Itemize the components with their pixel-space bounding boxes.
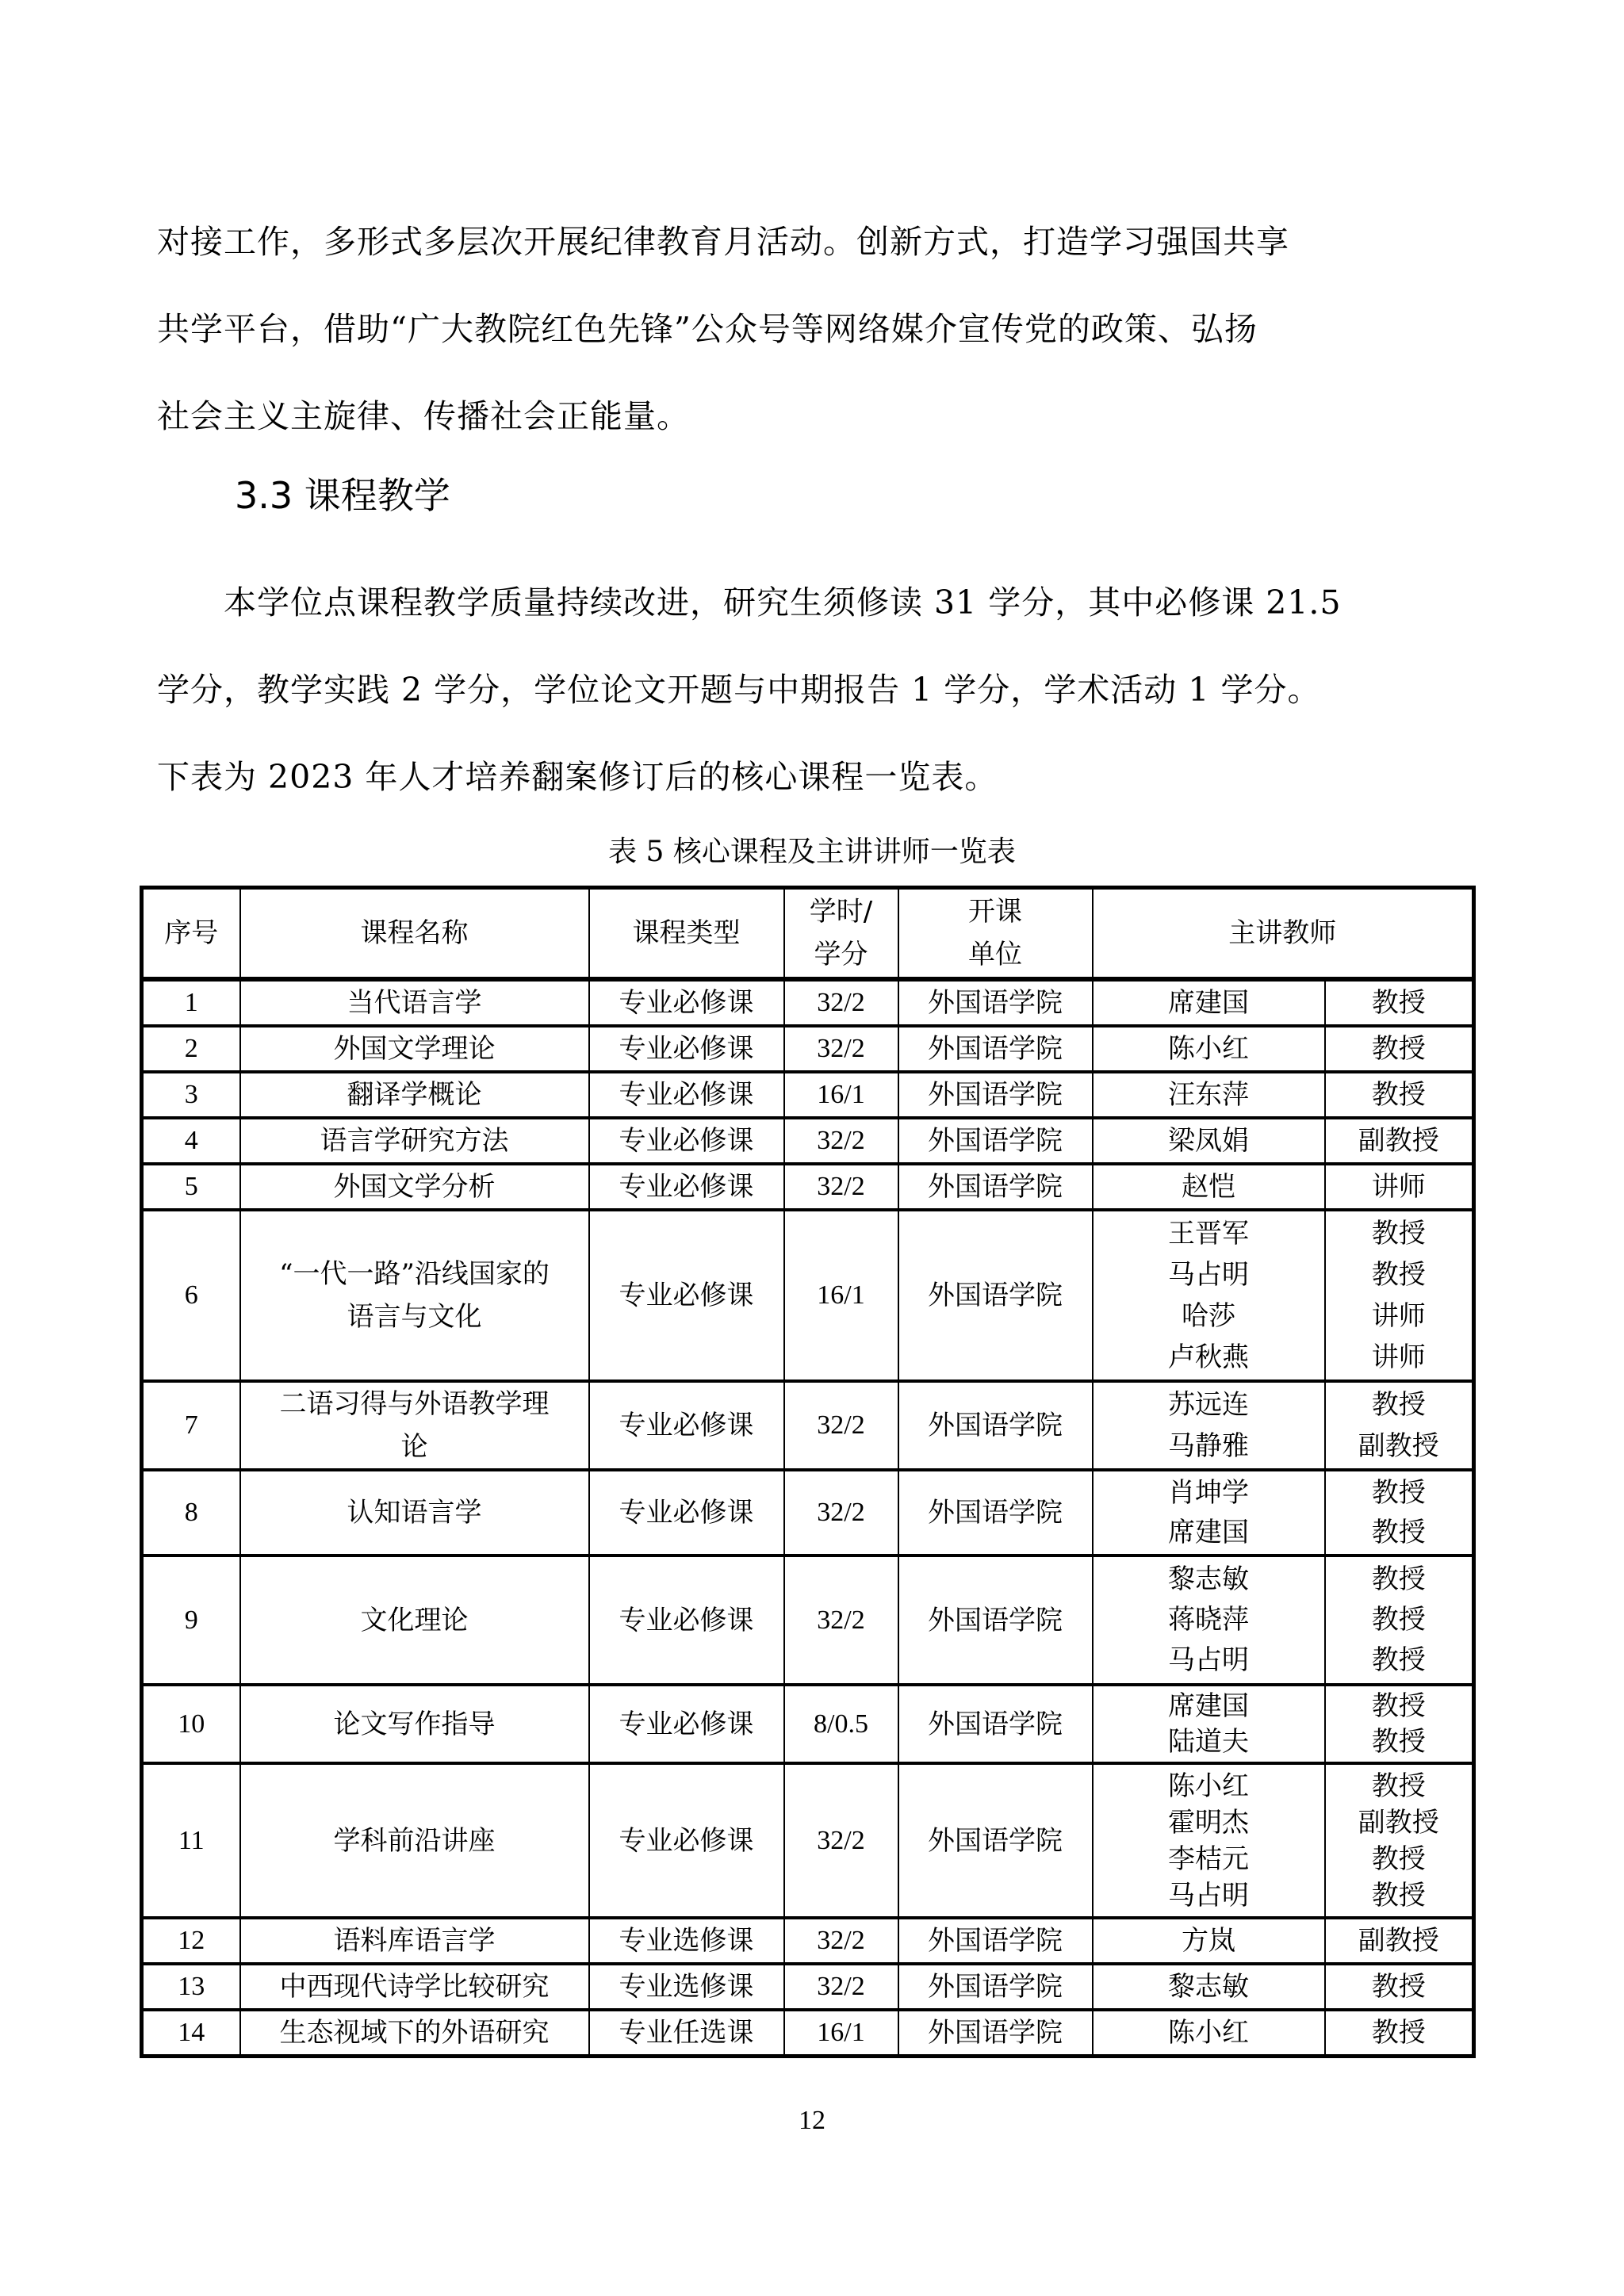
cell-course-name-line: 语言学研究方法 <box>320 1125 509 1157</box>
cell-course-name <box>240 2010 589 2057</box>
cell-title-line: 教授 <box>1371 1604 1426 1636</box>
cell-course-name <box>240 1470 589 1556</box>
cell-title-line: 副教授 <box>1358 1925 1439 1957</box>
cell-teacher <box>1093 1964 1325 2010</box>
cell-index: 7 <box>142 1381 240 1470</box>
cell-course-type: 专业必修课 <box>589 979 784 1026</box>
cell-course-name-line: 语言与文化 <box>347 1301 482 1333</box>
cell-course-type: 专业必修课 <box>589 1685 784 1763</box>
cell-teacher-line: 黎志敏 <box>1168 1563 1249 1595</box>
cell-teacher-line: 苏远连 <box>1168 1389 1249 1421</box>
table-row <box>142 1026 1474 1072</box>
cell-unit: 外国语学院 <box>898 1072 1093 1118</box>
cell-hours-credits: 16/1 <box>784 1072 898 1118</box>
cell-unit: 外国语学院 <box>898 1763 1093 1918</box>
cell-title-line: 教授 <box>1371 1971 1426 2003</box>
cell-title-line: 讲师 <box>1371 1171 1426 1203</box>
table-row <box>142 1556 1474 1685</box>
cell-hours-credits: 32/2 <box>784 1556 898 1685</box>
cell-title-line: 教授 <box>1371 1079 1426 1111</box>
cell-teacher <box>1093 1026 1325 1072</box>
cell-teacher <box>1093 1118 1325 1164</box>
cell-index: 11 <box>142 1763 240 1918</box>
cell-title-line: 教授 <box>1371 1477 1426 1509</box>
cell-course-type: 专业任选课 <box>589 2010 784 2057</box>
cell-hours-credits: 16/1 <box>784 2010 898 2057</box>
table-row <box>142 1685 1474 1763</box>
cell-course-type: 专业选修课 <box>589 1964 784 2010</box>
cell-course-type: 专业必修课 <box>589 1164 784 1210</box>
cell-course-name-line: 论 <box>400 1431 428 1463</box>
cell-title <box>1325 979 1474 1026</box>
cell-course-name <box>240 1381 589 1470</box>
cell-index: 12 <box>142 1918 240 1964</box>
cell-course-name-line: 学科前沿讲座 <box>333 1824 496 1857</box>
paragraph-line: 社会主义主旋律、传播社会正能量。 <box>157 397 690 435</box>
cell-teacher-line: 席建国 <box>1168 1517 1249 1548</box>
paragraph-line: 对接工作，多形式多层次开展纪律教育月活动。创新方式，打造学习强国共享 <box>157 223 1289 261</box>
cell-course-name-line: 外国文学理论 <box>333 1033 496 1065</box>
cell-teacher-line: 蒋晓萍 <box>1168 1604 1249 1636</box>
cell-unit: 外国语学院 <box>898 1964 1093 2010</box>
cell-title <box>1325 1381 1474 1470</box>
cell-title-line: 讲师 <box>1371 1341 1426 1373</box>
cell-course-type: 专业必修课 <box>589 1026 784 1072</box>
header-unit-line2: 单位 <box>968 939 1022 970</box>
cell-title-line: 教授 <box>1371 1389 1426 1421</box>
cell-course-name <box>240 1964 589 2010</box>
cell-teacher <box>1093 1210 1325 1381</box>
cell-course-type: 专业选修课 <box>589 1918 784 1964</box>
cell-hours-credits: 32/2 <box>784 1763 898 1918</box>
cell-teacher-line: 哈莎 <box>1182 1300 1235 1332</box>
table-row <box>142 1918 1474 1964</box>
cell-title-line: 教授 <box>1371 2017 1426 2049</box>
cell-title <box>1325 1470 1474 1556</box>
cell-teacher-line: 赵恺 <box>1182 1171 1235 1203</box>
table-caption: 表 5 核心课程及主讲讲师一览表 <box>608 836 1016 868</box>
cell-course-name <box>240 1026 589 1072</box>
cell-hours-credits: 16/1 <box>784 1210 898 1381</box>
cell-teacher-line: 汪东萍 <box>1168 1079 1249 1111</box>
cell-teacher-line: 陈小红 <box>1168 1033 1249 1065</box>
cell-unit: 外国语学院 <box>898 1918 1093 1964</box>
cell-course-name <box>240 1210 589 1381</box>
cell-course-name-line: 中西现代诗学比较研究 <box>279 1971 550 2003</box>
cell-hours-credits: 32/2 <box>784 1026 898 1072</box>
cell-course-type: 专业必修课 <box>589 1556 784 1685</box>
cell-title <box>1325 1763 1474 1918</box>
cell-index: 13 <box>142 1964 240 2010</box>
cell-course-name-line: 生态视域下的外语研究 <box>279 2017 550 2049</box>
cell-course-name-line: 二语习得与外语教学理 <box>279 1388 550 1420</box>
table-body <box>142 979 1474 2057</box>
cell-course-name <box>240 1556 589 1685</box>
header-course-name: 课程名称 <box>240 888 589 980</box>
cell-title-line: 教授 <box>1371 1517 1426 1548</box>
cell-course-type: 专业必修课 <box>589 1072 784 1118</box>
cell-teacher-line: 梁凤娟 <box>1168 1125 1249 1157</box>
header-index: 序号 <box>142 888 240 980</box>
core-course-table <box>140 886 1476 2058</box>
cell-course-name-line: 语料库语言学 <box>333 1925 496 1957</box>
header-instructors: 主讲教师 <box>1093 888 1474 980</box>
cell-teacher <box>1093 1685 1325 1763</box>
cell-title-line: 教授 <box>1371 1644 1426 1676</box>
cell-course-name-line: 外国文学分析 <box>333 1171 496 1203</box>
cell-title-line: 教授 <box>1371 1843 1426 1875</box>
section-heading: 3.3 课程教学 <box>235 474 450 517</box>
paragraph-course-teaching <box>157 559 1473 821</box>
table-row <box>142 1381 1474 1470</box>
cell-hours-credits: 32/2 <box>784 1964 898 2010</box>
cell-title <box>1325 1164 1474 1210</box>
cell-unit: 外国语学院 <box>898 1556 1093 1685</box>
table-row <box>142 1072 1474 1118</box>
cell-unit: 外国语学院 <box>898 1381 1093 1470</box>
cell-teacher-line: 方岚 <box>1182 1925 1235 1957</box>
cell-teacher-line: 霍明杰 <box>1168 1806 1249 1839</box>
cell-title <box>1325 1210 1474 1381</box>
table-row <box>142 1964 1474 2010</box>
cell-unit: 外国语学院 <box>898 1210 1093 1381</box>
cell-teacher-line: 肖坤学 <box>1168 1477 1249 1509</box>
cell-index: 14 <box>142 2010 240 2057</box>
paragraph-party-building <box>157 198 1473 460</box>
cell-hours-credits: 8/0.5 <box>784 1685 898 1763</box>
cell-course-type: 专业必修课 <box>589 1210 784 1381</box>
cell-title <box>1325 1026 1474 1072</box>
cell-course-name-line: 翻译学概论 <box>347 1079 482 1111</box>
cell-teacher <box>1093 979 1325 1026</box>
cell-hours-credits: 32/2 <box>784 1381 898 1470</box>
header-hours-credits <box>784 888 898 980</box>
cell-title-line: 教授 <box>1371 1033 1426 1065</box>
cell-title-line: 教授 <box>1371 1879 1426 1911</box>
cell-course-type: 专业必修课 <box>589 1381 784 1470</box>
cell-hours-credits: 32/2 <box>784 1118 898 1164</box>
cell-title-line: 教授 <box>1371 1725 1426 1758</box>
cell-teacher-line: 卢秋燕 <box>1168 1341 1249 1373</box>
cell-unit: 外国语学院 <box>898 1026 1093 1072</box>
table-row <box>142 2010 1474 2057</box>
cell-teacher-line: 席建国 <box>1168 1689 1249 1722</box>
cell-title-line: 教授 <box>1371 1563 1426 1595</box>
cell-teacher <box>1093 1763 1325 1918</box>
header-hours-credits-line1: 学时/ <box>809 896 873 928</box>
cell-hours-credits: 32/2 <box>784 979 898 1026</box>
cell-title-line: 副教授 <box>1358 1430 1439 1462</box>
cell-unit: 外国语学院 <box>898 1164 1093 1210</box>
cell-course-type: 专业必修课 <box>589 1470 784 1556</box>
cell-title <box>1325 1118 1474 1164</box>
cell-teacher-line: 黎志敏 <box>1168 1971 1249 2003</box>
cell-hours-credits: 32/2 <box>784 1470 898 1556</box>
cell-index: 8 <box>142 1470 240 1556</box>
cell-index: 1 <box>142 979 240 1026</box>
cell-index: 6 <box>142 1210 240 1381</box>
table-row <box>142 979 1474 1026</box>
cell-teacher <box>1093 2010 1325 2057</box>
cell-title-line: 教授 <box>1371 1770 1426 1802</box>
cell-unit: 外国语学院 <box>898 1470 1093 1556</box>
header-hours-credits-line2: 学分 <box>814 939 868 970</box>
header-unit <box>898 888 1093 980</box>
cell-title <box>1325 1964 1474 2010</box>
cell-course-name-line: 当代语言学 <box>347 987 482 1019</box>
cell-teacher <box>1093 1381 1325 1470</box>
table-row <box>142 1470 1474 1556</box>
cell-teacher-line: 陈小红 <box>1168 1770 1249 1802</box>
cell-course-name-line: “一代一路”沿线国家的 <box>279 1258 550 1290</box>
cell-unit: 外国语学院 <box>898 1118 1093 1164</box>
cell-teacher <box>1093 1470 1325 1556</box>
table-row <box>142 1118 1474 1164</box>
cell-course-name-line: 认知语言学 <box>347 1497 482 1529</box>
cell-teacher <box>1093 1072 1325 1118</box>
cell-title <box>1325 1072 1474 1118</box>
cell-teacher <box>1093 1164 1325 1210</box>
header-course-type: 课程类型 <box>589 888 784 980</box>
cell-title <box>1325 1556 1474 1685</box>
cell-course-name-line: 论文写作指导 <box>333 1708 496 1740</box>
cell-title-line: 讲师 <box>1371 1300 1426 1332</box>
cell-teacher-line: 马静雅 <box>1168 1430 1249 1462</box>
cell-teacher-line: 马占明 <box>1168 1259 1249 1291</box>
cell-unit: 外国语学院 <box>898 2010 1093 2057</box>
cell-index: 10 <box>142 1685 240 1763</box>
cell-course-name-line: 文化理论 <box>360 1604 469 1636</box>
table-row <box>142 1210 1474 1381</box>
cell-hours-credits: 32/2 <box>784 1164 898 1210</box>
cell-course-type: 专业必修课 <box>589 1118 784 1164</box>
cell-title <box>1325 1918 1474 1964</box>
cell-title <box>1325 1685 1474 1763</box>
paragraph-line: 下表为 2023 年人才培养翻案修订后的核心课程一览表。 <box>157 758 998 796</box>
cell-hours-credits: 32/2 <box>784 1918 898 1964</box>
cell-course-type: 专业必修课 <box>589 1763 784 1918</box>
cell-index: 5 <box>142 1164 240 1210</box>
cell-teacher-line: 陈小红 <box>1168 2017 1249 2049</box>
cell-title <box>1325 2010 1474 2057</box>
cell-teacher <box>1093 1918 1325 1964</box>
header-unit-line1: 开课 <box>968 896 1022 928</box>
cell-course-name <box>240 1763 589 1918</box>
cell-title-line: 教授 <box>1371 1218 1426 1249</box>
cell-title-line: 副教授 <box>1358 1125 1439 1157</box>
cell-course-name <box>240 1164 589 1210</box>
cell-index: 9 <box>142 1556 240 1685</box>
cell-teacher-line: 马占明 <box>1168 1879 1249 1911</box>
cell-teacher <box>1093 1556 1325 1685</box>
paragraph-line: 学分，教学实践 2 学分，学位论文开题与中期报告 1 学分，学术活动 1 学分。 <box>157 671 1321 709</box>
cell-unit: 外国语学院 <box>898 979 1093 1026</box>
cell-teacher-line: 马占明 <box>1168 1644 1249 1676</box>
page-number: 12 <box>799 2106 825 2135</box>
paragraph-line: 本学位点课程教学质量持续改进，研究生须修读 31 学分，其中必修课 21.5 <box>157 584 1342 622</box>
cell-title-line: 教授 <box>1371 1689 1426 1722</box>
cell-teacher-line: 李桔元 <box>1168 1843 1249 1875</box>
table-row <box>142 1763 1474 1918</box>
cell-index: 3 <box>142 1072 240 1118</box>
cell-title-line: 教授 <box>1371 987 1426 1019</box>
cell-course-name <box>240 1918 589 1964</box>
cell-course-name <box>240 1118 589 1164</box>
table-header-row <box>142 888 1474 980</box>
table-row <box>142 1164 1474 1210</box>
cell-teacher-line: 陆道夫 <box>1168 1725 1249 1758</box>
cell-course-name <box>240 979 589 1026</box>
cell-teacher-line: 王晋军 <box>1168 1218 1249 1249</box>
paragraph-line: 共学平台，借助“广大教院红色先锋”公众号等网络媒介宣传党的政策、弘扬 <box>157 310 1258 348</box>
cell-course-name <box>240 1685 589 1763</box>
cell-teacher-line: 席建国 <box>1168 987 1249 1019</box>
cell-title-line: 副教授 <box>1358 1806 1439 1839</box>
cell-index: 4 <box>142 1118 240 1164</box>
cell-course-name <box>240 1072 589 1118</box>
cell-index: 2 <box>142 1026 240 1072</box>
cell-title-line: 教授 <box>1371 1259 1426 1291</box>
cell-unit: 外国语学院 <box>898 1685 1093 1763</box>
